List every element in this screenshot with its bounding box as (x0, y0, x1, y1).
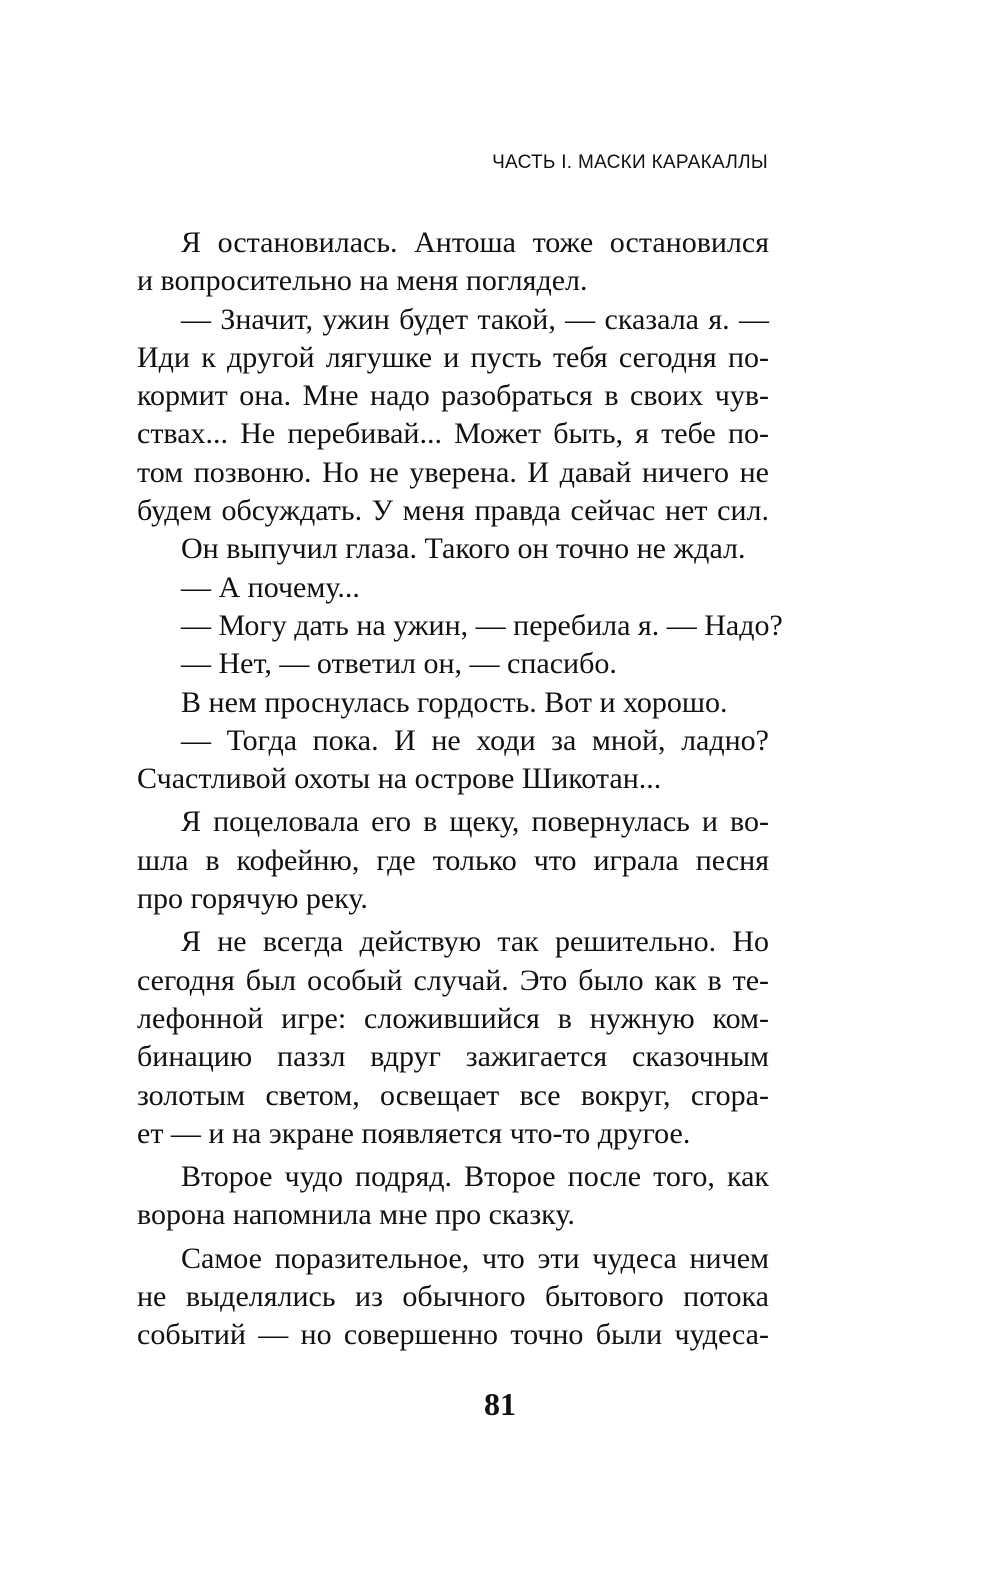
text-line: золотым светом, освещает все вокруг, сгора- (137, 1078, 769, 1112)
text-line: — Значит, ужин будет такой, — сказала я. — (181, 302, 769, 336)
text-line: бинацию паззл вдруг зажигается сказочным (137, 1040, 769, 1074)
text-line: событий — но совершенно точно были чудеса- (137, 1318, 769, 1352)
text-line: — А почему... (181, 570, 360, 604)
text-line: кормит она. Мне надо разобраться в своих чув- (137, 379, 769, 413)
text-line: лефонной игре: сложившийся в нужную ком- (137, 1001, 769, 1035)
text-line: — Нет, — ответил он, — спасибо. (181, 647, 617, 681)
text-line: ствах... Не перебивай... Может быть, я тебе по- (137, 417, 769, 451)
running-header: ЧАСТЬ I. МАСКИ КАРАКАЛЛЫ (492, 152, 768, 173)
text-line: том позвоню. Но не уверена. И давай ничего не (137, 455, 769, 489)
text-line: не выделялись из обычного бытового потока (137, 1280, 769, 1314)
text-line: — Могу дать на ужин, — перебила я. — Надо? (181, 608, 783, 642)
text-line: шла в кофейню, где только что играла песня (137, 843, 769, 877)
text-line: Я не всегда действую так решительно. Но (181, 925, 769, 959)
body-text (137, 224, 783, 1355)
text-line: сегодня был особый случай. Это было как в те- (137, 963, 769, 997)
text-line: — Тогда пока. И не ходи за мной, ладно? (181, 723, 769, 757)
text-line: ворона напомнила мне про сказку. (137, 1198, 575, 1232)
text-line: Самое поразительное, что эти чудеса ничем (181, 1241, 769, 1275)
page-number: 81 (484, 1386, 516, 1422)
text-line: про горячую реку. (137, 882, 368, 916)
text-line: Я поцеловала его в щеку, повернулась и во- (181, 805, 769, 839)
text-line: Иди к другой лягушке и пусть тебя сегодня по- (137, 340, 769, 374)
text-line: будем обсуждать. У меня правда сейчас нет сил. (137, 494, 769, 528)
text-line: Второе чудо подряд. Второе после того, как (181, 1160, 769, 1194)
text-line: Он выпучил глаза. Такого он точно не ждал. (181, 532, 746, 566)
text-line: Счастливой охоты на острове Шикотан... (137, 762, 662, 796)
text-line: ет — и на экране появляется что-то другое. (137, 1116, 691, 1150)
text-line: В нем проснулась гордость. Вот и хорошо. (181, 685, 728, 719)
text-line: и вопросительно на меня поглядел. (137, 264, 588, 298)
text-line: Я остановилась. Антоша тоже остановился (181, 226, 769, 259)
